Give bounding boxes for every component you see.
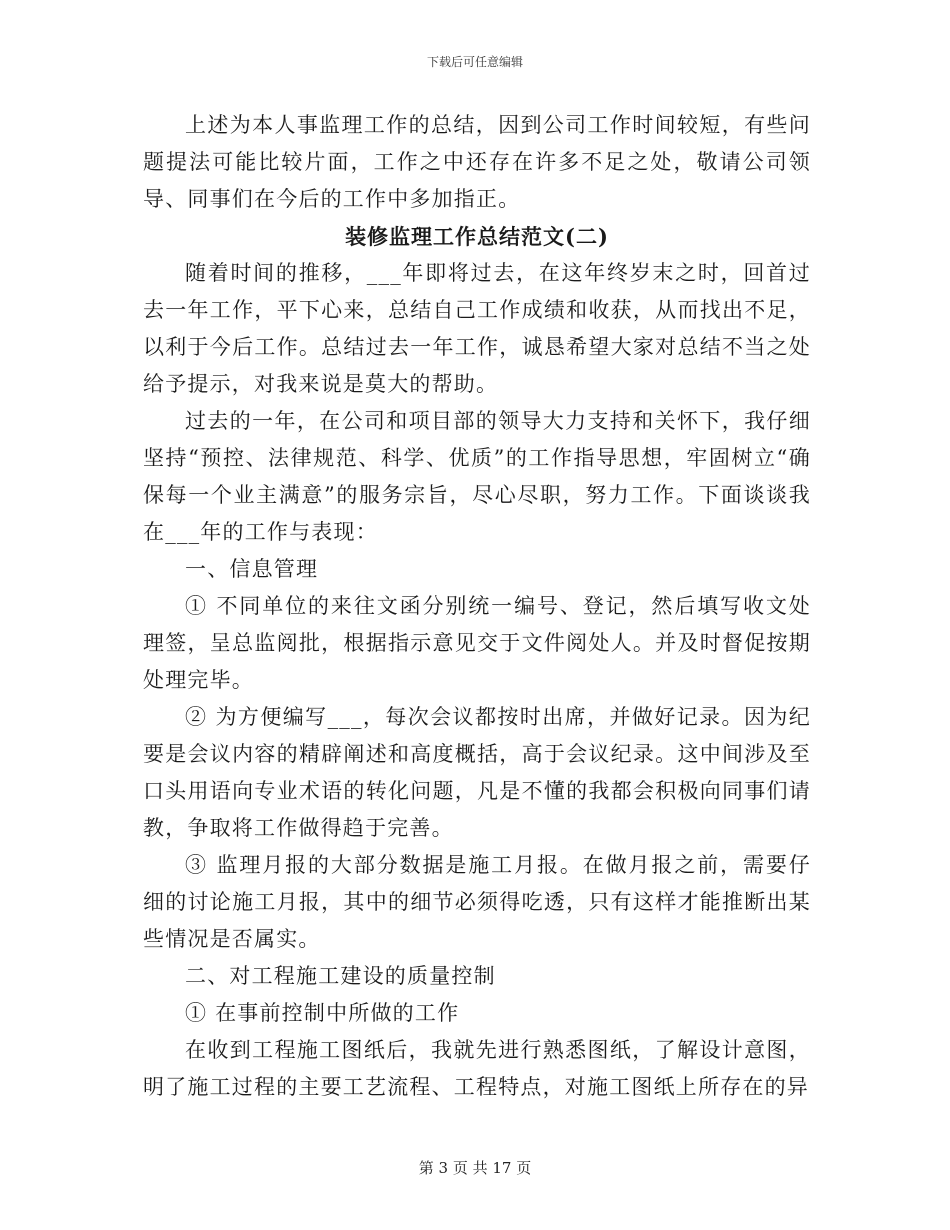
page-header: 下载后可任意编辑 [426,55,523,69]
paragraph-past-year: 过去的一年，在公司和项目部的领导大力支持和关怀下，我仔细坚持“预控、法律规范、科学、优质”的工作指导思想，牢固树立“确保每一个业主满意”的服务宗旨，尽心尽职，努力工作。下面谈谈我在___年的工作与表现： [143,409,811,544]
subheading-pre-control: ① 在事前控制中所做的工作 [185,1001,460,1025]
document-body [143,107,811,1106]
heading-quality-control: 二、对工程施工建设的质量控制 [185,964,496,988]
paragraph-item-3: ③ 监理月报的大部分数据是施工月报。在做月报之前，需要仔细的讨论施工月报，其中的细节必须得吃透，只有这样才能推断出某些情况是否属实。 [143,853,811,951]
page-footer: 第 3 页 共 17 页 [418,1159,532,1177]
paragraph-drawings: 在收到工程施工图纸后，我就先进行熟悉图纸，了解设计意图，明了施工过程的主要工艺流程、工程特点，对施工图纸上所存在的异 [143,1038,811,1099]
paragraph-summary-closing: 上述为本人事监理工作的总结，因到公司工作时间较短，有些问题提法可能比较片面，工作之中还存在许多不足之处，敬请公司领导、同事们在今后的工作中多加指正。 [143,113,811,211]
section-title: 装修监理工作总结范文(二) [345,224,609,249]
paragraph-item-1: ① 不同单位的来往文函分别统一编号、登记，然后填写收文处理签，呈总监阅批，根据指示意见交于文件阅处人。并及时督促按期处理完毕。 [143,594,811,692]
paragraph-intro: 随着时间的推移，___年即将过去，在这年终岁末之时，回首过去一年工作，平下心来，总结自己工作成绩和收获，从而找出不足，以利于今后工作。总结过去一年工作，诚恳希望大家对总结不当之处给予提示，对我来说是莫大的帮助。 [143,261,811,396]
paragraph-item-2: ② 为方便编写___，每次会议都按时出席，并做好记录。因为纪要是会议内容的精辟阐述和高度概括，高于会议纪录。这中间涉及至口头用语向专业术语的转化问题，凡是不懂的我都会积极向同事们请教，争取将工作做得趋于完善。 [143,705,811,840]
heading-information-management: 一、信息管理 [185,557,319,581]
